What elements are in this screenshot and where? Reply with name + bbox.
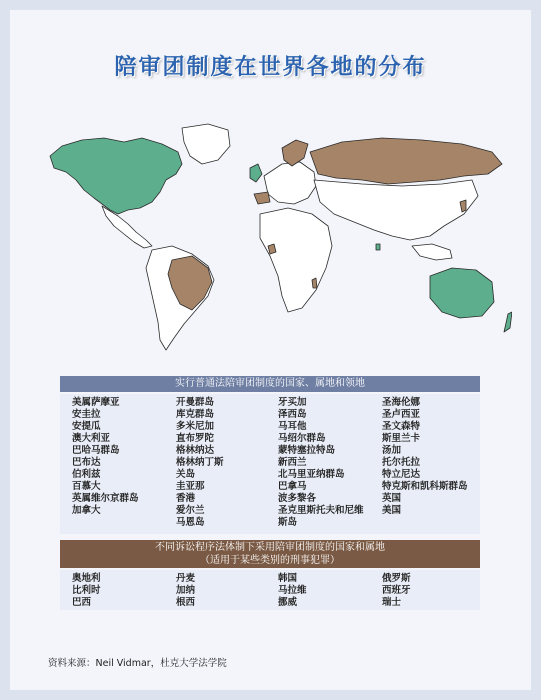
- other-system-header-line1: 不同诉讼程序法体制下采用陪审团制度的国家和属地: [155, 542, 385, 553]
- list-item: 牙买加: [278, 397, 307, 408]
- list-item: 加纳: [176, 585, 196, 596]
- list-item: 巴布达: [72, 457, 101, 468]
- common-law-column-1: [72, 397, 139, 517]
- page-title: 陪审团制度在世界各地的分布: [114, 55, 427, 80]
- source-note: 资料来源：Neil Vidmar，杜克大学法学院: [48, 658, 227, 669]
- list-item: 库克群岛: [176, 409, 215, 420]
- list-item: 直布罗陀: [176, 433, 215, 444]
- list-item: 圭亚那: [176, 481, 205, 492]
- list-item: 美国: [382, 505, 402, 516]
- list-item: 爱尔兰: [176, 505, 205, 516]
- list-item: 马恩岛: [176, 517, 205, 528]
- list-item: 马绍尔群岛: [278, 433, 326, 444]
- europe-region: [264, 162, 316, 204]
- list-item: 伯利兹: [72, 469, 101, 480]
- list-item: 格林纳达: [176, 445, 215, 456]
- scandinavia-region: [282, 140, 308, 166]
- list-item: 英属维尔京群岛: [72, 493, 139, 504]
- list-item: 韩国: [278, 573, 298, 584]
- list-item: 汤加: [382, 445, 402, 456]
- list-item: 俄罗斯: [382, 573, 411, 584]
- other-system-header-line2: （适用于某些类别的刑事犯罪）: [200, 555, 340, 566]
- list-item: 根西: [176, 597, 196, 608]
- list-item: 巴拿马: [278, 481, 307, 492]
- list-item: 特立尼达: [382, 469, 421, 480]
- common-law-column-4: [382, 397, 468, 517]
- spain-region: [254, 192, 270, 204]
- list-item: 关岛: [176, 469, 196, 480]
- asia-region: [314, 180, 478, 240]
- list-item: 格林纳丁斯: [176, 457, 224, 468]
- russia-region: [310, 138, 502, 184]
- list-item: 加拿大: [72, 505, 101, 516]
- list-item: 安圭拉: [72, 409, 101, 420]
- list-item: 美属萨摩亚: [72, 397, 120, 408]
- list-item: 马耳他: [278, 421, 307, 432]
- other-system-column-2: [176, 573, 195, 609]
- common-law-header: 实行普通法陪审团制度的国家、属地和领地: [60, 376, 480, 392]
- list-item: 丹麦: [176, 573, 196, 584]
- list-item: 马拉维: [278, 585, 307, 596]
- australia-region: [430, 268, 494, 318]
- list-item: 特克斯和凯科斯群岛: [382, 481, 468, 492]
- list-item: 澳大利亚: [72, 433, 111, 444]
- other-system-column-4: [382, 573, 411, 609]
- list-item: 巴西: [72, 597, 92, 608]
- list-item: 北马里亚纳群岛: [278, 469, 345, 480]
- list-item: 新西兰: [278, 457, 307, 468]
- other-system-header: [60, 540, 480, 568]
- common-law-column-2: [176, 397, 224, 529]
- other-system-column-3: [278, 573, 307, 609]
- list-item: 瑞士: [382, 597, 402, 608]
- list-item: 托尔托拉: [382, 457, 421, 468]
- list-item: 巴哈马群岛: [72, 445, 120, 456]
- sri-lanka-region: [376, 244, 380, 250]
- southeast-asia-region: [412, 244, 452, 260]
- list-item: 英国: [382, 493, 402, 504]
- list-item: 挪威: [278, 597, 298, 608]
- malawi-region: [312, 278, 317, 288]
- world-map: [32, 118, 512, 368]
- list-item: 圣卢西亚: [382, 409, 421, 420]
- uk-ireland-region: [250, 164, 262, 182]
- list-item: 圣海伦娜: [382, 397, 421, 408]
- greenland-region: [182, 124, 230, 164]
- list-item: 开曼群岛: [176, 397, 215, 408]
- list-item: 多米尼加: [176, 421, 215, 432]
- common-law-list: [60, 394, 480, 534]
- africa-region: [260, 208, 332, 312]
- list-item: 斯里兰卡: [382, 433, 421, 444]
- list-item: 奥地利: [72, 573, 101, 584]
- mexico-central-america-region: [102, 206, 152, 248]
- other-system-list: [60, 570, 480, 610]
- list-item: 百慕大: [72, 481, 101, 492]
- list-item: 波多黎各: [278, 493, 317, 504]
- list-item: 圣文森特: [382, 421, 421, 432]
- list-item: 香港: [176, 493, 196, 504]
- common-law-column-3: [278, 397, 364, 529]
- new-zealand-region: [504, 312, 512, 332]
- list-item: 斯岛: [278, 517, 298, 528]
- list-item: 西班牙: [382, 585, 411, 596]
- list-item: 圣克里斯托夫和尼维: [278, 505, 364, 516]
- list-item: 泽西岛: [278, 409, 307, 420]
- north-america-region: [50, 138, 182, 214]
- list-item: 安提瓜: [72, 421, 101, 432]
- list-item: 蒙特塞拉特岛: [278, 445, 336, 456]
- other-system-column-1: [72, 573, 101, 609]
- list-item: 比利时: [72, 585, 101, 596]
